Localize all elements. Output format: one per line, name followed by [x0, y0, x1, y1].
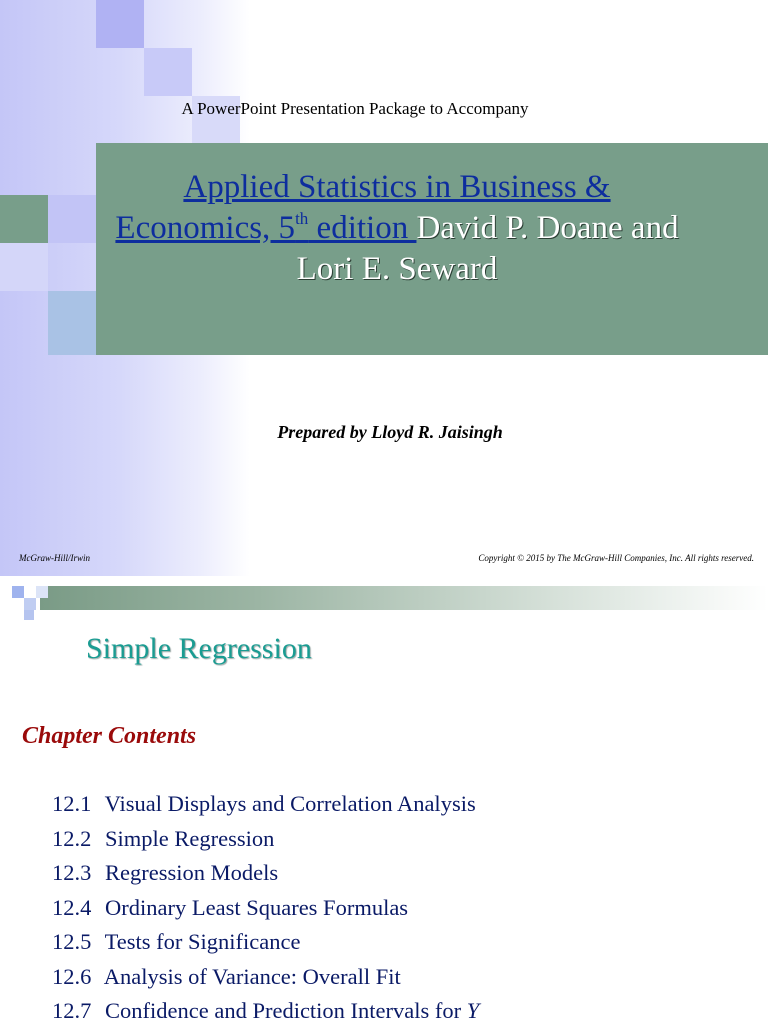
publisher-label: McGraw-Hill/Irwin — [19, 553, 90, 563]
book-authors-line2: Lori E. Seward — [296, 251, 498, 287]
chapter-slide — [0, 578, 768, 1024]
header-bar — [40, 586, 768, 610]
decor-square — [48, 291, 96, 355]
contents-list — [52, 787, 479, 1024]
decor-square — [0, 195, 48, 243]
contents-item: 12.5 Tests for Significance — [52, 929, 301, 954]
presentation-subtitle: A PowerPoint Presentation Package to Accompany — [181, 99, 529, 118]
contents-item: 12.4 Ordinary Least Squares Formulas — [52, 894, 409, 920]
decor-square — [24, 610, 34, 620]
decor-square — [144, 48, 192, 96]
contents-heading: Chapter Contents — [22, 723, 197, 749]
contents-item: 12.3 Regression Models — [52, 860, 279, 885]
prepared-by: Prepared by Lloyd R. Jaisingh — [277, 422, 503, 442]
contents-item: 12.6 Analysis of Variance: Overall Fit — [52, 963, 401, 989]
book-title — [60, 167, 734, 290]
contents-item: 12.2 Simple Regression — [52, 825, 275, 851]
decor-square — [12, 586, 24, 598]
book-title-link[interactable]: Applied Statistics in Business & Economics, 5th edition — [115, 169, 611, 246]
decor-square — [36, 586, 48, 598]
copyright-notice: Copyright © 2015 by The McGraw-Hill Companies, Inc. All rights reserved. — [478, 553, 754, 563]
book-authors: David P. Doane and — [416, 210, 679, 246]
chapter-title: Simple Regression — [86, 632, 312, 665]
decor-square — [96, 0, 144, 48]
edition-superscript: th — [295, 209, 309, 228]
decor-square — [24, 598, 36, 610]
contents-item: 12.7 Confidence and Prediction Intervals for Y — [52, 998, 480, 1023]
contents-item: 12.1 Visual Displays and Correlation Analysis — [52, 791, 476, 816]
decor-square — [0, 243, 48, 291]
